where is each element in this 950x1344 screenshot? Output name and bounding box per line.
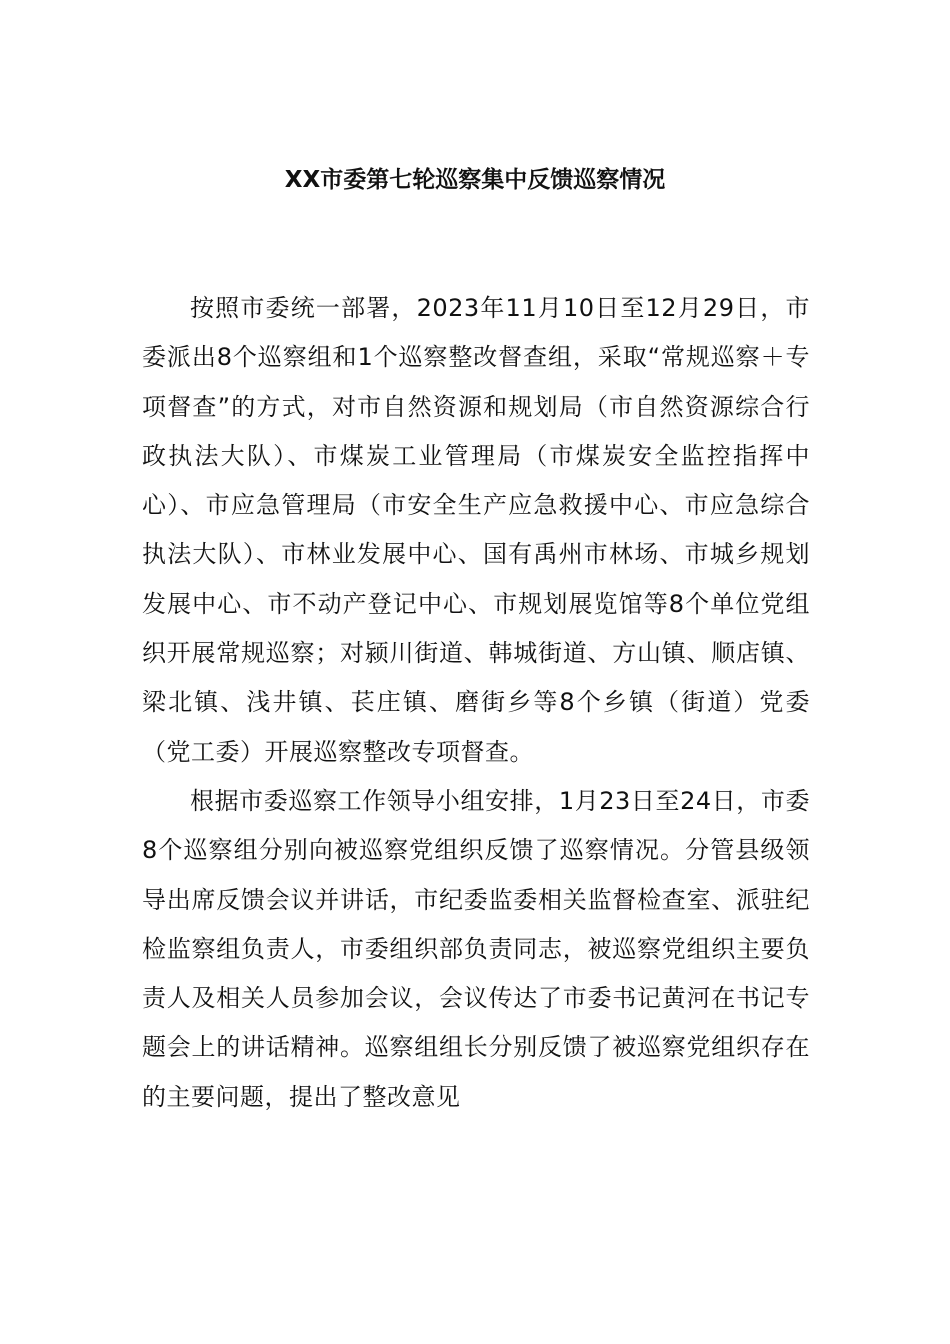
document-title: XX市委第七轮巡察集中反馈巡察情况 xyxy=(284,167,666,193)
paragraph-feedback-meeting: 根据市委巡察工作领导小组安排，1月23日至24日，市委8个巡察组分别向被巡察党组织反馈了巡察情况。分管县级领导出席反馈会议并讲话，市纪委监委相关监督检查室、派驻纪检监察组负责人，市委组织部负责同志，被巡察党组织主要负责人及相关人员参加会议，会议传达了市委书记黄河在书记专题会上的讲话精神。巡察组组长分别反馈了被巡察党组织存在的主要问题，提出了整改意见 xyxy=(142,786,810,1111)
paragraph-inspection-arrangement: 按照市委统一部署，2023年11月10日至12月29日，市委派出8个巡察组和1个巡察整改督查组，采取“常规巡察＋专项督查”的方式，对市自然资源和规划局（市自然资源综合行政执法大队）、市煤炭工业管理局（市煤炭安全监控指挥中心）、市应急管理局（市安全生产应急救援中心、市应急综合执法大队）、市林业发展中心、国有禹州市林场、市城乡规划发展中心、市不动产登记中心、市规划展览馆等8个单位党组织开展常规巡察；对颍川街道、韩城街道、方山镇、顺店镇、梁北镇、浅井镇、苌庄镇、磨街乡等8个乡镇（街道）党委（党工委）开展巡察整改专项督查。 xyxy=(142,294,810,766)
document-body xyxy=(142,284,810,1122)
